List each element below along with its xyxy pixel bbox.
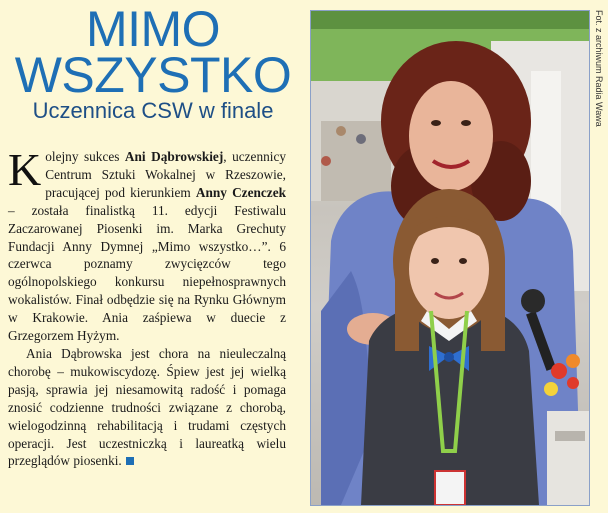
photo-badge	[435, 471, 465, 505]
drop-cap: K	[8, 144, 42, 195]
subheadline: Uczennica CSW w finale	[32, 98, 274, 123]
headline-line-2: WSZYSTKO	[14, 47, 292, 103]
headline	[8, 1, 298, 103]
p2-text: Ania Dąbrowska jest chora na nieuleczalną chorobę – mukowiscydozę. Śpiew jest jej wielką pasją, sprawia jej niesamowitą radość i pomaga znosić codzienne trudności związane z chorobą, wielogodzinną rehabilitacją i trudami częstych operacji. Jest uczestniczką i laureatką wielu przeglądów piosenki.	[8, 345, 286, 469]
headline-line-1: MIMO	[85, 1, 221, 57]
person-name-anna: Anny Czenczek	[195, 184, 286, 200]
p1-text-b: , uczennicy Centrum Sztuki Wokalnej w Rzeszowie, pracującej pod kierunkiem	[45, 149, 287, 200]
photo-illustration	[311, 11, 589, 505]
article-body	[8, 144, 287, 470]
p1-text-a: olejny sukces	[45, 149, 125, 164]
article-paragraph-1	[8, 144, 287, 345]
photo-credit: Fot. z archiwum Radia Wawa	[594, 10, 604, 127]
p1-text-c: – została finalistką 11. edycji Festiwalu Zaczarowanej Piosenki im. Marka Grechuty Fundacji Anny Dymnej „Mimo wszystko…”. 6 czerwca poznamy zwycięzców tego ogólnopolskiego konkursu niepełnosprawnych wokalistów. Finał odbędzie się na Rynku Głównym w Krakowie. Ania zaśpiewa w duecie z Grzegorzem Hyżym.	[8, 202, 286, 344]
photo-woman-face	[409, 81, 493, 191]
person-name-ania: Ani Dąbrowskiej	[124, 149, 224, 164]
article-photo	[310, 10, 590, 506]
article-paragraph-2	[8, 345, 286, 470]
photo-flowers	[551, 363, 567, 379]
end-of-article-mark	[126, 457, 134, 465]
